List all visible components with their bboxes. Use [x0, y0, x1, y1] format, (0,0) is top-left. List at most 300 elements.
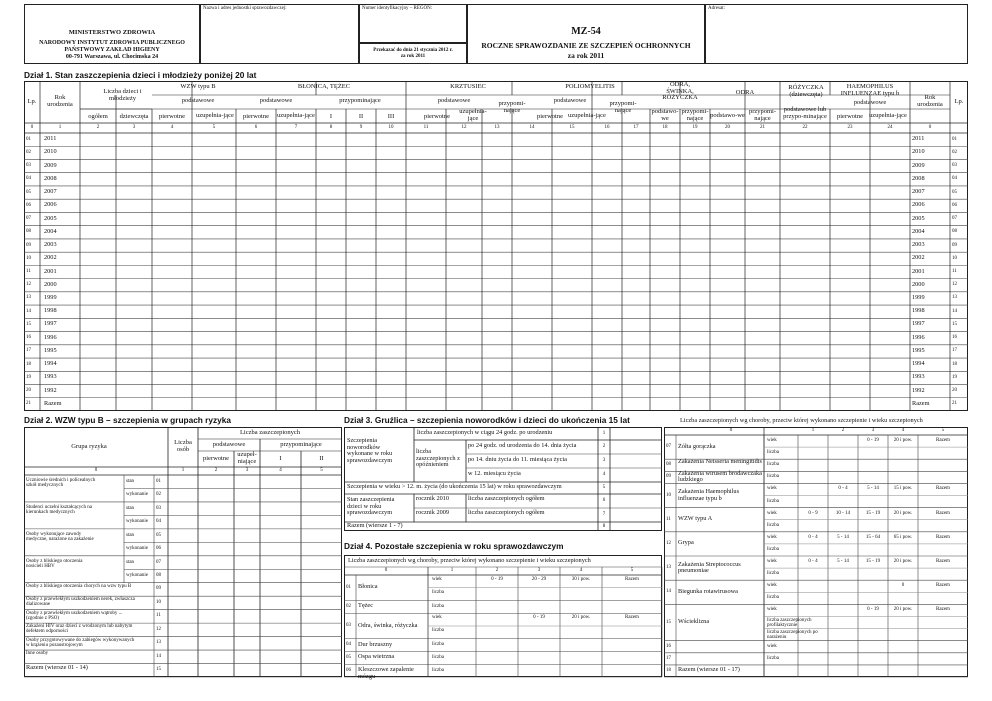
disease-label: Żółta gorączka [678, 442, 716, 450]
s1-measles-booster: przypomi-nające [748, 108, 777, 122]
row-number: 4 [602, 472, 606, 477]
row-year: 2011 [44, 135, 57, 143]
row-number: 2 [602, 444, 606, 449]
data-row-cells[interactable] [168, 650, 342, 663]
row-number: 05 [346, 654, 351, 660]
data-row-cells[interactable] [80, 385, 910, 398]
row-sublabel: liczba [767, 522, 779, 528]
column-number: 21 [760, 125, 765, 130]
column-number: 6 [254, 125, 258, 130]
data-row-cells[interactable] [168, 569, 342, 582]
row-year: 1992 [44, 386, 57, 394]
data-row-cells[interactable] [476, 664, 662, 677]
row-year-right: 1995 [912, 346, 925, 354]
addressee-field[interactable] [705, 4, 968, 64]
column-number: 8 [329, 125, 333, 130]
column-number: 0 [384, 568, 388, 573]
column-number: 5 [941, 428, 945, 433]
count-label: liczba [432, 667, 444, 673]
age-range: 0 - 4 [808, 559, 818, 565]
disease-label: Zakażenia wirusem brodawczaka ludzkiego [678, 469, 762, 484]
section-1-title: Dział 1. Stan zaszczepienia dzieci i młodzieży poniżej 20 lat [24, 70, 257, 80]
row-year-right: 2002 [912, 254, 925, 262]
row-number: 08 [156, 573, 161, 578]
column-number: 1 [181, 468, 185, 473]
row-number: 14 [26, 308, 31, 314]
data-row-cells[interactable] [168, 610, 342, 623]
data-row-cells[interactable] [476, 601, 662, 614]
institute-name-2: PAŃSTWOWY ZAKŁAD HIGIENY [64, 47, 160, 53]
data-row-cells[interactable] [80, 279, 910, 292]
row-number-right: 16 [952, 335, 957, 341]
s1-hib-basic: podstawowe [853, 98, 887, 106]
row-number: 8 [602, 523, 606, 529]
deadline-text-1: Przekazać do dnia 21 stycznia 2012 r. [373, 48, 453, 53]
age-range: 0 - 19 [533, 615, 545, 621]
row-year-right: 2009 [912, 161, 925, 169]
column-number: 10 [388, 125, 394, 130]
row-year-right: 1999 [912, 293, 925, 301]
row-number: 07 [666, 444, 671, 450]
row-year: 2000 [44, 280, 57, 288]
subrow-label: stan [126, 505, 135, 511]
row-sublabel: wiek [767, 559, 777, 565]
s3-sum-label: Razem (wiersze 1 - 7) [347, 522, 403, 529]
s1-lp-header-right: Lp. [954, 97, 964, 105]
row-number: 6 [602, 498, 606, 503]
s4b-header: Liczba zaszczepionych wg choroby, przeciw której wykonano szczepienie i wieku szczepionych [680, 417, 923, 424]
column-number: 14 [529, 125, 535, 130]
data-row-cells[interactable] [798, 653, 968, 665]
column-number: 18 [662, 125, 668, 130]
age-range: 0 - 19 [867, 438, 879, 444]
column-number: 11 [423, 125, 429, 130]
row-number: 06 [156, 546, 161, 552]
row-year: 2010 [44, 148, 57, 156]
data-row-cells[interactable] [168, 623, 342, 636]
disease-label: WZW typu A [678, 515, 713, 523]
row-sublabel: liczba [767, 474, 779, 480]
age-range: Razem [936, 607, 950, 613]
column-number: 3 [871, 428, 875, 433]
disease-label: Biegunka rotawirusowa [678, 587, 738, 595]
data-row-cells[interactable] [80, 305, 910, 318]
row-number: 15 [156, 667, 161, 673]
disease-label: Wścieklizna [678, 618, 710, 626]
data-row-cells[interactable] [798, 459, 968, 471]
s1-lp-header: Lp. [27, 97, 37, 105]
subrow-label: wykonanie [126, 546, 148, 552]
age-range: 0 - 19 [491, 577, 503, 582]
data-row-cells[interactable] [80, 239, 910, 252]
row-sublabel: liczba zaszczepionych profilaktycznie [767, 617, 812, 628]
data-row-cells[interactable] [798, 568, 968, 580]
row-sublabel: liczba [767, 595, 779, 601]
data-row-cells[interactable] [476, 639, 662, 652]
data-row-cells[interactable] [80, 292, 910, 305]
age-range: 0 [901, 583, 905, 589]
age-range: 65 i pow. [893, 534, 913, 540]
age-range: Razem [936, 534, 950, 540]
s1-mmr-header: ODRA, ŚWINKA, RÓŻYCZKA [662, 80, 698, 102]
row-number-right: 21 [952, 401, 957, 407]
row-number: 12 [26, 282, 31, 288]
age-range: 30 i pow. [571, 577, 591, 582]
age-range: 20 i pow. [893, 607, 913, 613]
data-row-cells[interactable] [168, 583, 342, 596]
s1-rubella-header: RÓŻYCZKA (dziewczęta) [788, 84, 824, 98]
row-number: 18 [666, 667, 671, 673]
s3-status-label: Stan zaszczepienia dzieci w roku sprawozdawczym [347, 496, 395, 517]
s1-dtp-II: II [358, 112, 364, 120]
s3-cohort-2010: rocznik 2010 [416, 495, 450, 502]
age-range: 5 - 14 [837, 559, 849, 565]
row-number: 08 [666, 462, 671, 468]
data-row-cells[interactable] [168, 596, 342, 609]
s3-r5-label: Szczepienia w wieku > 12. m. życia (do ukończenia 15 lat) w roku sprawozdawczym [347, 483, 562, 490]
group-label: Zakażeni HIV oraz dzieci z wrodzonym lub nabytym defektem odporności [26, 624, 133, 635]
row-year-right: 2003 [912, 241, 925, 249]
data-row-cells[interactable] [80, 199, 910, 212]
ministry-name: MINISTERSTWO ZDROWIA [68, 29, 156, 36]
column-number: 5 [212, 125, 216, 130]
disease-label: Kleszczowe zapalenie mózgu [358, 666, 414, 680]
data-row-cells[interactable] [80, 265, 910, 278]
column-number: 19 [692, 125, 698, 130]
row-year-right: 2011 [912, 135, 925, 143]
column-number: 2 [96, 125, 100, 130]
s2-persons-header: Liczba osób [174, 439, 192, 453]
age-range: 5 - 14 [837, 534, 849, 540]
s1-measles-basic: podstawo-we [710, 111, 745, 119]
subrow-label: stan [126, 478, 135, 484]
s1-pertussis-suppl: uzupełnia-jące [459, 108, 487, 122]
s1-polio-primary: pierwotne [537, 112, 563, 120]
disease-label: Grypa [678, 539, 694, 547]
row-number: 06 [346, 667, 351, 673]
age-label: wiek [432, 615, 442, 621]
row-number: 05 [26, 189, 31, 195]
data-cell[interactable] [610, 427, 662, 440]
row-sublabel: wiek [767, 607, 777, 613]
column-number: 13 [494, 125, 500, 130]
group-label: Uczniowie średnich i policealnych szkół medycznych [26, 478, 96, 489]
group-label: Osoby z bliskiego otoczenia nosicieli HBV [26, 558, 83, 570]
s1-hepb-primary: pierwotne [159, 112, 185, 120]
s1-dtp-primary: pierwotne [243, 112, 269, 120]
row-year-right: 2008 [912, 174, 925, 182]
column-number: 4 [579, 568, 583, 573]
row-number: 11 [666, 516, 671, 522]
disease-label: Dur brzuszny [358, 640, 393, 648]
age-range: 0 - 19 [867, 607, 879, 613]
disease-label: Razem (wiersze 01 - 17) [678, 666, 740, 674]
disease-label: Odra, świnka, różyczka [358, 621, 418, 629]
row-number: 01 [156, 478, 161, 484]
unit-name-field[interactable] [200, 4, 359, 64]
row-sublabel: wiek [767, 486, 777, 492]
subrow-label: wykonanie [126, 573, 148, 578]
s3-total-2009: liczba zaszczepionych ogółem [468, 509, 545, 516]
data-row-cells[interactable] [168, 542, 342, 555]
row-sublabel: liczba [767, 498, 779, 504]
data-row-cells[interactable] [168, 556, 342, 569]
data-row-cells[interactable] [80, 252, 910, 265]
s1-pertussis-header: KRZTUSIEC [450, 82, 486, 90]
data-row-cells[interactable] [80, 318, 910, 331]
s1-hepb-suppl: uzupełnia-jące [196, 111, 234, 119]
row-sublabel: wiek [767, 583, 777, 589]
s2-I-header: I [279, 454, 282, 462]
age-range: 15 - 19 [865, 510, 881, 516]
row-number-right: 18 [952, 361, 957, 367]
s2-booster-header: przypominające [280, 440, 322, 448]
column-number: 1 [811, 428, 815, 433]
row-number: 20 [26, 388, 31, 394]
row-number: 03 [156, 505, 161, 511]
data-row-cells[interactable] [476, 652, 662, 665]
row-number: 10 [156, 599, 161, 605]
data-row-cells[interactable] [798, 641, 968, 653]
data-row-cells[interactable] [798, 544, 968, 556]
row-number: 14 [666, 589, 671, 595]
row-number: 13 [666, 565, 671, 571]
data-row-cells[interactable] [80, 358, 910, 371]
row-year-right: 2004 [912, 227, 925, 235]
row-number: 07 [26, 216, 31, 222]
age-range: 20 i pow. [893, 510, 913, 516]
row-year-right: Razem [912, 399, 930, 407]
data-row-cells[interactable] [168, 529, 342, 542]
s1-polio-booster: przypomi-nające [609, 100, 637, 114]
row-number: 08 [26, 229, 31, 235]
row-year-right: 2006 [912, 201, 925, 209]
age-range: 10 - 14 [835, 510, 851, 516]
s4-header: Liczba zaszczepionych wg choroby, przeciw której wykonano szczepienie i wieku szczepionych [348, 557, 591, 564]
row-number-right: 13 [952, 295, 957, 301]
s1-polio-suppl: uzupełnia-jące [568, 111, 606, 119]
row-number-right: 17 [952, 348, 957, 354]
data-row-cells[interactable] [80, 345, 910, 358]
age-range: 0 - 4 [838, 486, 848, 492]
row-sublabel: liczba [767, 462, 779, 468]
age-range: Razem [936, 438, 950, 444]
s2-II-header: II [319, 454, 324, 462]
s1-hepb-basic: podstawowe [181, 96, 215, 104]
row-number-right: 04 [952, 176, 957, 182]
group-label: Inne osoby [26, 651, 49, 657]
form-year: za rok 2011 [567, 51, 605, 60]
form-code: MZ-54 [571, 26, 601, 37]
row-number-right: 14 [952, 308, 957, 314]
column-number: 0 [30, 125, 34, 130]
row-number-right: 05 [952, 189, 957, 195]
data-row-cells[interactable] [168, 664, 342, 677]
age-range: 15 i pow. [893, 486, 913, 492]
age-range: 15 - 64 [865, 534, 881, 540]
row-number: 14 [156, 653, 161, 659]
s1-dtp-header: BŁONICA, TĘŻEC [297, 82, 351, 90]
age-range: 20 i pow. [893, 559, 913, 565]
data-row-cells[interactable] [80, 186, 910, 199]
row-number: 05 [156, 532, 161, 538]
row-number: 16 [666, 643, 671, 649]
row-year: 2001 [44, 267, 57, 275]
s3-r2-label: po 24 godz. od urodzenia do 14. dnia życia [468, 442, 577, 449]
data-row-cells[interactable] [80, 173, 910, 186]
data-row-cells[interactable] [476, 626, 662, 639]
column-number: 15 [569, 125, 575, 130]
age-range: 0 - 4 [808, 534, 818, 540]
s1-total-header: ogółem [88, 112, 108, 120]
column-number: 3 [537, 568, 541, 573]
data-row-cells[interactable] [80, 133, 910, 146]
row-number: 11 [156, 613, 161, 619]
data-row-cells[interactable] [168, 637, 342, 650]
row-year: 2005 [44, 214, 57, 222]
row-number: 09 [156, 586, 161, 592]
row-number: 1 [602, 430, 606, 436]
data-row-cells[interactable] [80, 226, 910, 239]
row-number-right: 02 [952, 149, 957, 155]
data-row-cells[interactable] [80, 159, 910, 172]
data-row-cells[interactable] [798, 471, 968, 483]
column-number: 17 [633, 125, 639, 130]
row-year-right: 1992 [912, 386, 925, 394]
row-sublabel: wiek [767, 534, 777, 540]
data-row-cells[interactable] [798, 592, 968, 604]
row-number: 09 [26, 242, 31, 248]
age-range: 15 - 19 [865, 559, 881, 565]
row-number: 12 [156, 626, 161, 632]
row-year: 2003 [44, 241, 57, 249]
row-number-right: 09 [952, 242, 957, 248]
data-row-cells[interactable] [798, 629, 968, 641]
data-row-cells[interactable] [168, 502, 342, 515]
data-row-cells[interactable] [476, 588, 662, 601]
s1-hepb-header: WZW typu B [180, 82, 216, 90]
row-sublabel: wiek [767, 438, 777, 444]
data-row-cells[interactable] [798, 447, 968, 459]
column-number: 4 [279, 468, 282, 473]
count-label: liczba [432, 628, 444, 633]
row-year: 2002 [44, 254, 57, 262]
data-row-cells[interactable] [80, 212, 910, 225]
institute-address: 00-791 Warszawa, ul. Chocimska 24 [65, 54, 159, 60]
row-number-right: 07 [952, 216, 957, 222]
s3-r4-label: w 12. miesiącu życia [468, 470, 521, 477]
s1-dtp-suppl: uzupełnia-jące [277, 111, 315, 119]
data-row-cells[interactable] [798, 617, 968, 629]
data-row-cells[interactable] [80, 332, 910, 345]
data-cell[interactable] [610, 482, 662, 494]
row-year: 1993 [44, 373, 57, 381]
row-number: 13 [26, 295, 31, 301]
s1-dtp-basic: podstawowe [259, 96, 293, 104]
column-number: 3 [132, 125, 136, 130]
data-cell[interactable] [610, 468, 662, 482]
column-number: 9 [359, 125, 363, 130]
data-row-cells[interactable] [168, 515, 342, 528]
data-cell[interactable] [610, 494, 662, 508]
row-number: 10 [666, 492, 671, 498]
s3-newborn-label: Szczepienia noworodków wykonane w roku sprawozdawczym [347, 437, 393, 464]
row-number: 15 [26, 321, 31, 327]
row-sublabel: liczba zaszczepionych po narażeniu [767, 629, 818, 640]
s1-dtp-booster: przypominające [339, 96, 381, 104]
row-number: 04 [156, 519, 161, 525]
data-cell[interactable] [610, 522, 662, 531]
count-label: liczba [432, 603, 444, 609]
row-year: 2007 [44, 188, 57, 196]
s1-year-header-right: Rok urodzenia [917, 94, 943, 108]
s1-pertussis-basic: podstawowe [437, 96, 471, 104]
age-range: 5 - 14 [867, 486, 879, 492]
column-number: 22 [802, 125, 808, 130]
row-year-right: 1993 [912, 373, 925, 381]
data-cell[interactable] [610, 508, 662, 522]
row-year-right: 1997 [912, 320, 925, 328]
column-number: 24 [887, 125, 893, 130]
row-number: 02 [156, 492, 161, 498]
disease-label: Zakażenia Haemophilus influenzae typu b [678, 488, 740, 502]
subrow-label: wykonanie [126, 492, 148, 498]
data-row-cells[interactable] [80, 146, 910, 159]
data-row-cells[interactable] [798, 665, 968, 677]
data-cell[interactable] [610, 440, 662, 454]
disease-label: Ospa wietrzna [358, 653, 395, 661]
column-number: 0 [94, 468, 98, 473]
row-year: 1997 [44, 320, 57, 328]
row-number: 19 [26, 374, 31, 380]
data-cell[interactable] [610, 454, 662, 468]
row-sublabel: liczba [767, 655, 779, 661]
s1-pertussis-primary: pierwotne [424, 112, 450, 120]
s1-hib-suppl: uzupełnia-jące [869, 111, 907, 119]
s1-dtp-III: III [387, 112, 395, 120]
s2-group-header: Grupa ryzyka [71, 442, 107, 450]
s2-primary-header: pierwotne [203, 454, 229, 462]
section-3-title: Dział 3. Gruźlica – szczepienia noworodków i dzieci do ukończenia 15 lat [344, 415, 630, 425]
row-number: 16 [26, 335, 31, 341]
group-label: Studenci uczelni kształcących na kierunkach medycznych [26, 504, 92, 516]
data-row-cells[interactable] [80, 371, 910, 384]
row-year: 2004 [44, 227, 57, 235]
data-row-cells[interactable] [168, 475, 342, 488]
age-range: 20 i pow. [571, 615, 591, 621]
row-year: 1995 [44, 346, 57, 354]
s1-hib-primary: pierwotne [837, 112, 863, 120]
column-number: 3 [245, 468, 249, 473]
data-row-cells[interactable] [80, 398, 910, 411]
row-number: 03 [346, 623, 351, 628]
disease-label: Błonica [358, 583, 378, 591]
data-row-cells[interactable] [168, 488, 342, 501]
row-year-right: 2001 [912, 267, 925, 275]
deadline-text-2: za rok 2011 [400, 54, 426, 59]
data-row-cells[interactable] [798, 520, 968, 532]
row-number-right: 15 [952, 321, 957, 327]
column-number: 5 [630, 568, 634, 573]
s2-vaccinated-header: Liczba zaszczepionych [239, 428, 301, 436]
row-number-right: 10 [952, 255, 957, 261]
data-row-cells[interactable] [798, 496, 968, 508]
s1-dtp-I: I [329, 112, 333, 120]
row-number: 04 [346, 642, 351, 648]
age-label: wiek [432, 577, 442, 582]
column-number: 7 [294, 125, 298, 130]
column-number: 1 [58, 125, 62, 130]
